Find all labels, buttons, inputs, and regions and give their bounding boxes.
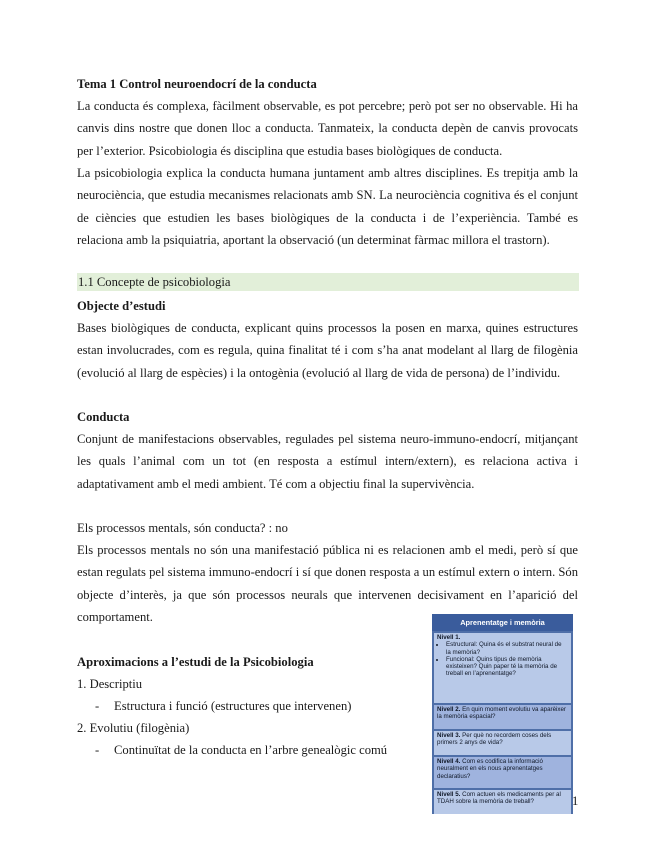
processos-paragraph: Els processos mentals no són una manifestació pública ni es relacionen amb el medi, però sí que estan regulats pel sistema immuno-endocrí i sí que donen resposta a un estímul extern o intern. Són objecte d’interès, ja que són processos neurals que intervenen decisivament en l’aparició del comportament. bbox=[77, 543, 578, 624]
table-cell-level-3 bbox=[434, 731, 571, 755]
intro-paragraph-1: La conducta és complexa, fàcilment observable, es pot percebre; però pot ser no observable. Hi ha canvis dins nostre que donen lloc a conducta. Tanmateix, la conducta depèn de canvis provocats per l’exterior. Psicobiologia és disciplina que estudia bases biològiques de conducta. bbox=[77, 99, 578, 158]
section-title: 1.1 Concepte de psicobiologia bbox=[77, 273, 579, 291]
level-5-text: Com actuen els medicaments per al TDAH sobre la memòria de treball? bbox=[437, 791, 561, 806]
level-4-title: Nivell 4. bbox=[437, 758, 461, 765]
dash-marker: - bbox=[95, 743, 100, 757]
page-number: 1 bbox=[572, 794, 579, 808]
level-1-item: • Funcional: Quins tipus de memòria existeixen? Quin paper té la memòria de treball en l’aprenentatge? bbox=[446, 656, 568, 678]
aproximacions-title: Aproximacions a l’estudi de la Psicobiologia bbox=[77, 655, 314, 669]
table-header: Aprenentatge i memòria bbox=[432, 614, 573, 631]
level-3-text: Per què no recordem coses dels primers 2 anys de vida? bbox=[437, 732, 552, 747]
list-subitem-text: Continuïtat de la conducta en l’arbre genealògic comú bbox=[114, 743, 388, 757]
table-cell-level-1 bbox=[434, 633, 571, 703]
level-5-title: Nivell 5. bbox=[437, 791, 461, 798]
question-line: Els processos mentals, són conducta? : no bbox=[77, 521, 288, 535]
conducta-paragraph: Conjunt de manifestacions observables, regulades pel sistema neuro-immuno-endocrí, mitjançant les quals l’animal com un tot (en resposta a estímul intern/extern), es relaciona activa i adaptativament amb el medi ambient. Té com a objectiu final la supervivència. bbox=[77, 432, 578, 491]
table-cell-level-2 bbox=[434, 705, 571, 729]
conducta-title: Conducta bbox=[77, 410, 130, 424]
list-subitem-1 bbox=[95, 695, 351, 717]
level-3-title: Nivell 3. bbox=[437, 732, 461, 739]
objecte-title: Objecte d’estudi bbox=[77, 299, 166, 313]
table-cell-level-5 bbox=[434, 790, 571, 814]
level-2-title: Nivell 2. bbox=[437, 706, 461, 713]
list-item-1: 1. Descriptiu bbox=[77, 677, 143, 691]
dash-marker: - bbox=[95, 699, 100, 713]
list-subitem-text: Estructura i funció (estructures que intervenen) bbox=[114, 699, 352, 713]
level-1-item: • Estructural: Quina és el substrat neural de la memòria? bbox=[446, 641, 568, 656]
list-subitem-2 bbox=[95, 739, 387, 761]
list-item-2: 2. Evolutiu (filogènia) bbox=[77, 721, 190, 735]
level-2-text: En quin moment evolutiu va aparèixer la memòria espacial? bbox=[437, 706, 566, 721]
objecte-paragraph: Bases biològiques de conducta, explicant quins processos la posen en marxa, quines estructures estan involucrades, com es regula, quina finalitat té i com s’ha anat modelant al llarg de filogènia (evolució al llarg de espècies) i la ontogènia (evolució al llarg de vida de persona) de l’individu. bbox=[77, 321, 578, 380]
page-heading: Tema 1 Control neuroendocrí de la conducta bbox=[77, 77, 317, 91]
level-1-list bbox=[437, 641, 568, 677]
intro-paragraph-2: La psicobiologia explica la conducta humana juntament amb altres disciplines. Es trepitja amb la neurociència, que estudia mecanismes relacionats amb SN. La neurociència cognitiva és el conjunt de ciències que estudien les bases biològiques de la conducta i de l’experiència. També es relaciona amb la psiquiatria, aportant la observació (un determinat fàrmac millora el trastorn). bbox=[77, 166, 578, 247]
table-cell-level-4 bbox=[434, 757, 571, 788]
level-4-text: Com es codifica la informació neuralment en els nous aprenentatges declaratius? bbox=[437, 758, 543, 780]
level-1-title: Nivell 1. bbox=[437, 634, 461, 641]
memory-levels-table bbox=[432, 614, 573, 814]
